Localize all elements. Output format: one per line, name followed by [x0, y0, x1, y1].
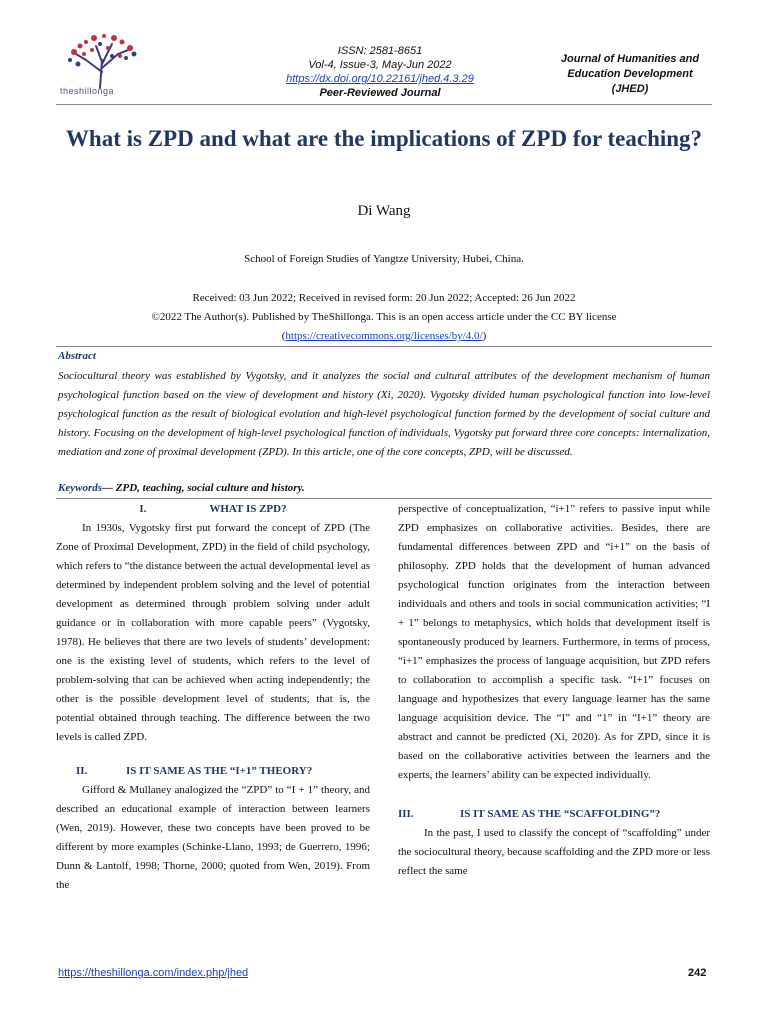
header-divider — [56, 104, 712, 105]
section-1-heading — [56, 500, 370, 519]
section-3-heading — [398, 805, 710, 824]
right-column — [398, 500, 710, 881]
abstract-body: Sociocultural theory was established by Vygotsky, and it analyzes the social and cultural attributes of the development mechanism of human psychological function based on the view of development and history (Xi, 2020). Vygotsky divided human psychological function into low-level psychological function as the result of biological evolution and high-level psychological function formed by the development of social culture and history. Focusing on the development of high-level psychological function of individuals, Vygotsky put forward three core concepts: internalization, mediation and zone of proximal development (ZPD). In this article, one of the core concepts, ZPD, will be discussed. — [58, 370, 710, 458]
copyright-notice: ©2022 The Author(s). Published by TheShillonga. This is an open access article under the CC BY license — [151, 311, 617, 323]
volume-text: Vol-4, Issue-3, May-Jun 2022 — [308, 59, 452, 71]
paper-title: What is ZPD and what are the implications of ZPD for teaching? — [65, 126, 703, 151]
license-paren-close: ) — [482, 330, 487, 342]
doi-link[interactable]: https://dx.doi.org/10.22161/jhed.4.3.29 — [286, 73, 474, 85]
license-line — [0, 330, 768, 342]
keywords-list: — ZPD, teaching, social culture and history. — [102, 482, 305, 494]
journal-name-line1: Journal of Humanities and — [560, 53, 700, 65]
license-link[interactable]: https://creativecommons.org/licenses/by/4.0/ — [285, 330, 483, 342]
keywords-label: Keywords — [58, 482, 102, 494]
journal-name — [540, 52, 720, 97]
section-3-number: III. — [398, 808, 414, 820]
section-3-title: IS IT SAME AS THE “SCAFFOLDING”? — [460, 808, 661, 820]
affiliation: School of Foreign Studies of Yangtze University, Hubei, China. — [244, 253, 524, 265]
keywords-line — [58, 482, 305, 494]
footer-journal-link[interactable]: https://theshillonga.com/index.php/jhed — [58, 967, 249, 979]
section-1-title: WHAT IS ZPD? — [209, 503, 287, 515]
journal-name-line3: (JHED) — [611, 83, 649, 95]
logo-wordmark: theshillonga — [60, 86, 115, 96]
journal-name-line2: Education Development — [567, 68, 693, 80]
page-number: 242 — [688, 967, 707, 979]
license-paren-open: ( — [281, 330, 286, 342]
abstract-divider — [56, 346, 712, 347]
section-3-paragraph: In the past, I used to classify the concept of “scaffolding” under the sociocultural theory, because scaffolding and the ZPD more or less reflect the same — [398, 827, 710, 877]
peer-reviewed-label: Peer-Reviewed Journal — [319, 87, 441, 99]
keywords-divider — [56, 498, 712, 499]
author-name: Di Wang — [357, 203, 411, 219]
section-2-paragraph-part1: Gifford & Mullaney analogized the “ZPD” to “I + 1” theory, and described an educational example of interaction between learners (Wen, 2019). However, these two concepts have been proved to be different by more examples (Schinke-Llano, 1993; de Guerrero, 1996; Dunn & Lantolf, 1998; Thorne, 2000; quoted from Wen, 2019). From the — [56, 784, 370, 891]
left-column — [56, 500, 370, 895]
journal-meta — [230, 44, 530, 100]
submission-dates: Received: 03 Jun 2022; Received in revised form: 20 Jun 2022; Accepted: 26 Jun 2022 — [192, 292, 576, 304]
section-2-heading — [56, 762, 370, 781]
section-1-paragraph: In 1930s, Vygotsky first put forward the concept of ZPD (The Zone of Proximal Development, ZPD) in the field of child psychology, which refers to “the distance between the actual developmental level as determined by independent problem solving and the level of potential development as determined through problem solving under adult guidance or in collaboration with more capable peers” (Vygotsky, 1978). He believes that there are two levels of students’ development: one is the existing level of students, which refers to the level of problem-solving that can be achieved when acting independently; the other is the possible development level of students, that is, the potential obtained through teaching. The difference between the two levels is called ZPD. — [56, 522, 370, 743]
section-1-number: I. — [139, 503, 147, 515]
abstract-heading: Abstract — [58, 350, 96, 362]
section-2-title: IS IT SAME AS THE “I+1” THEORY? — [126, 765, 313, 777]
section-2-number: II. — [76, 765, 88, 777]
section-2-paragraph-part2: perspective of conceptualization, “i+1” refers to passive input while ZPD emphasizes on collaborative activities. Besides, there are fundamental differences between ZPD and “i+1” on the basis of philosophy. ZPD holds that the development of human advanced psychological function originates from the interaction between individuals and others and tools in social communication activities; “I + 1” belongs to metaphysics, which holds that development itself is spontaneously produced by learners. Furthermore, in terms of process, “i+1” emphasizes the process of language acquisition, but ZPD refers to collaboration to accomplish a specific task. “I+1” focuses on language and hypothesizes that every language learner has the same language acquisition device. The “I” and “1” in “I+1” theory are abstract and cannot be predicted (Xi, 2020). As for ZPD, since it is based on the collaborative activities between the learners and the experts, the learners’ ability can be expected individually. — [398, 503, 710, 781]
issn-text: ISSN: 2581-8651 — [337, 45, 423, 57]
